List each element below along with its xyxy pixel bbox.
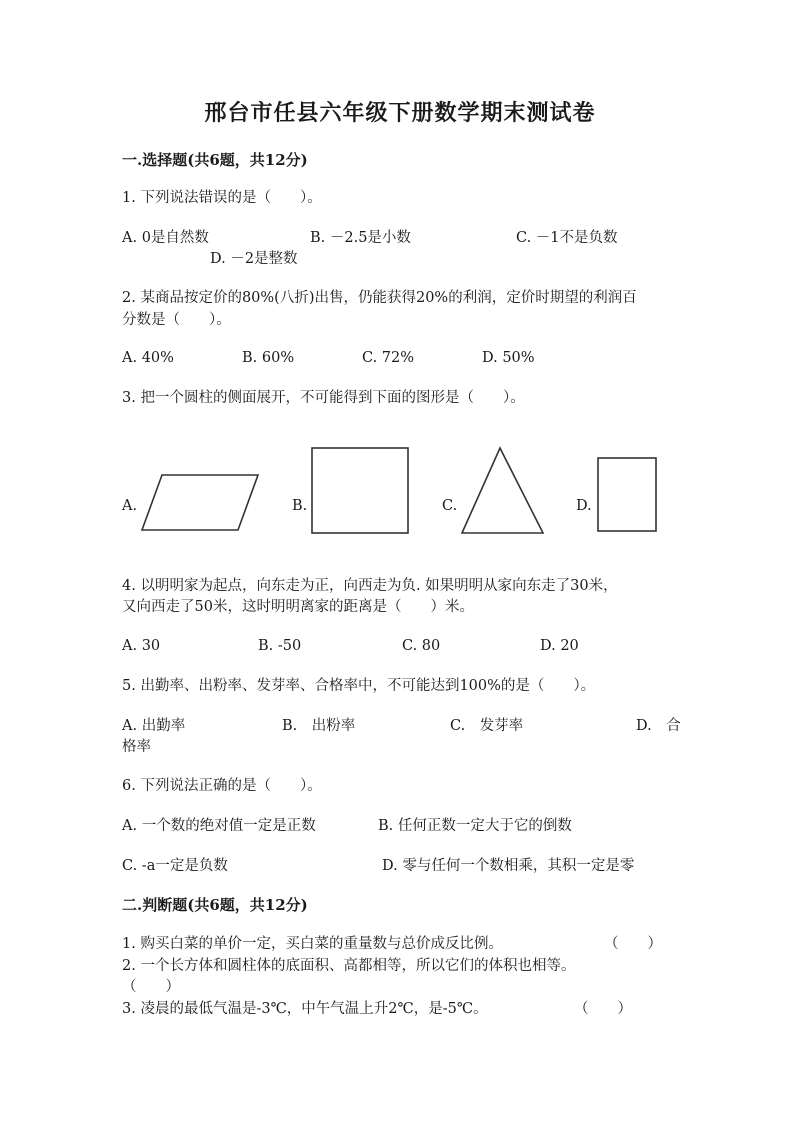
- triangle-shape: [462, 448, 543, 533]
- question-2-option-b: B. 60%: [242, 350, 295, 366]
- question-4-option-a: A. 30: [122, 638, 161, 654]
- question-1-option-c: C. －1不是负数: [516, 230, 618, 246]
- question-1-option-d: D. －2是整数: [210, 251, 298, 267]
- question-5-option-d-wrap: 格率: [122, 739, 151, 755]
- question-3-option-b: B.: [292, 498, 308, 514]
- question-2-option-a: A. 40%: [122, 350, 174, 366]
- judgement-2-text: 2. 一个长方体和圆柱体的底面积、高都相等，所以它们的体积也相等。: [122, 958, 576, 974]
- question-2-stem-line2: 分数是（ ）。: [122, 312, 231, 328]
- judgement-3-answer-paren: （ ）: [574, 1001, 632, 1017]
- question-4-option-d: D. 20: [540, 638, 579, 654]
- question-5-stem: 5. 出勤率、出粉率、发芽率、合格率中，不可能达到100%的是（ ）。: [122, 678, 596, 694]
- question-1-option-b: B. －2.5是小数: [310, 230, 411, 246]
- parallelogram-figure: [140, 472, 262, 534]
- question-4-option-c: C. 80: [402, 638, 441, 654]
- question-2-stem-line1: 2. 某商品按定价的80%(八折)出售，仍能获得20%的利润，定价时期望的利润百: [122, 290, 637, 306]
- question-4-stem-line1: 4. 以明明家为起点，向东走为正，向西走为负. 如果明明从家向东走了30米，: [122, 578, 618, 594]
- question-3-option-a: A.: [122, 498, 138, 514]
- question-6-option-a: A. 一个数的绝对值一定是正数: [122, 818, 316, 834]
- question-6-option-d: D. 零与任何一个数相乘，其积一定是零: [382, 858, 635, 874]
- question-6-option-b: B. 任何正数一定大于它的倒数: [378, 818, 572, 834]
- section-heading-judgement: 二.判断题(共6题，共12分): [122, 896, 308, 914]
- square-figure: [310, 446, 410, 536]
- judgement-1-answer-paren: （ ）: [604, 936, 662, 952]
- question-4-option-b: B. -50: [258, 638, 302, 654]
- question-3-option-d: D.: [576, 498, 592, 514]
- question-6-option-c: C. -a一定是负数: [122, 858, 228, 874]
- question-3-stem: 3. 把一个圆柱的侧面展开，不可能得到下面的图形是（ ）。: [122, 390, 525, 406]
- judgement-1-text: 1. 购买白菜的单价一定，买白菜的重量数与总价成反比例。: [122, 936, 503, 952]
- question-1-option-a: A. 0是自然数: [122, 230, 209, 246]
- question-5-option-c: C. 发芽率: [450, 718, 524, 734]
- rectangle-figure: [596, 456, 658, 534]
- triangle-figure: [460, 446, 546, 536]
- question-5-option-d: D. 合: [636, 718, 681, 734]
- rectangle-shape: [598, 458, 656, 531]
- judgement-3-text: 3. 凌晨的最低气温是-3℃，中午气温上升2℃，是-5℃。: [122, 1001, 488, 1017]
- question-6-stem: 6. 下列说法正确的是（ ）。: [122, 778, 322, 794]
- question-5-option-b: B. 出粉率: [282, 718, 356, 734]
- question-3-option-c: C.: [442, 498, 458, 514]
- question-5-option-a: A. 出勤率: [122, 718, 186, 734]
- judgement-2-answer-paren: （ ）: [122, 979, 180, 995]
- square-shape: [312, 448, 408, 533]
- question-1-stem: 1. 下列说法错误的是（ ）。: [122, 190, 322, 206]
- question-2-option-c: C. 72%: [362, 350, 415, 366]
- page-title: 邢台市任县六年级下册数学期末测试卷: [204, 100, 596, 126]
- section-heading-choice: 一.选择题(共6题，共12分): [122, 151, 308, 169]
- question-2-option-d: D. 50%: [482, 350, 535, 366]
- parallelogram-shape: [142, 475, 258, 530]
- question-4-stem-line2: 又向西走了50米，这时明明离家的距离是（ ）米。: [122, 599, 474, 615]
